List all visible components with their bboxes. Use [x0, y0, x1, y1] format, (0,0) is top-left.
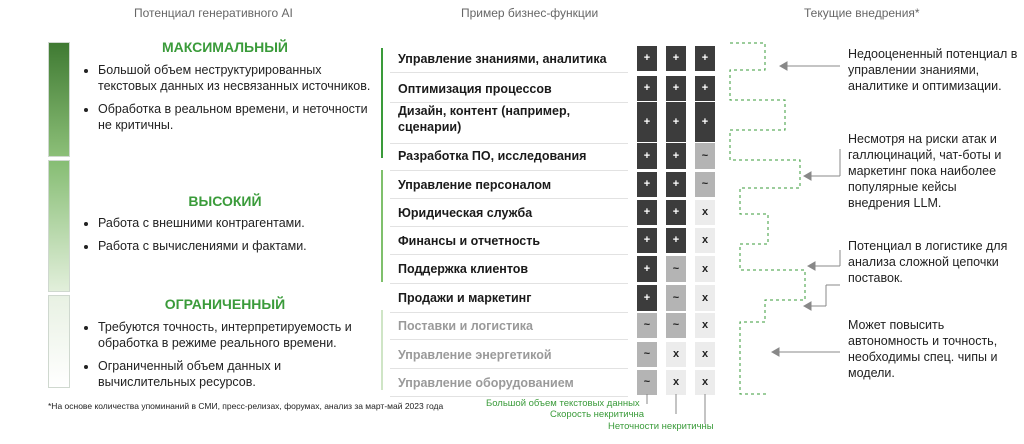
mark-cell: + — [666, 143, 686, 169]
level-title-limited: ОГРАНИЧЕННЫЙ — [164, 296, 286, 312]
mark-cell: + — [695, 102, 715, 142]
function-label: Продажи и маркетинг — [398, 291, 532, 305]
bullet: • Обработка в реальном времени, и неточности не критичны. — [98, 101, 374, 133]
function-label: Юридическая служба — [398, 206, 533, 220]
mark-cell: + — [666, 46, 686, 71]
mark-cell: ~ — [695, 172, 715, 197]
legend-accuracy: Неточности некритичны — [608, 421, 714, 432]
mark-cell: + — [666, 102, 686, 142]
bullet: • Работа с вычислениями и фактами. — [98, 238, 374, 254]
mark-cell: + — [666, 76, 686, 101]
mark-cell: x — [666, 370, 686, 395]
function-label: Управление энергетикой — [398, 348, 552, 362]
mark-cell: x — [695, 285, 715, 311]
mark-cell: x — [695, 256, 715, 282]
bullet: • Требуются точность, интерпретируемость и обработка в режиме реального времени. — [98, 319, 374, 351]
header-potential: Потенциал генеративного AI — [134, 6, 293, 20]
note-autonomy: Может повысить автономность и точность, необходимы спец. чипы и модели. — [848, 318, 998, 380]
function-label: Финансы и отчетность — [398, 234, 541, 248]
function-label: Разработка ПО, исследования — [398, 149, 587, 163]
level-title-high: ВЫСОКИЙ — [188, 193, 262, 209]
mark-cell: + — [666, 228, 686, 253]
mark-cell: ~ — [666, 285, 686, 311]
mark-cell: ~ — [637, 313, 657, 338]
function-label: Поставки и логистика — [398, 319, 534, 333]
mark-cell: + — [666, 172, 686, 197]
note-knowledge: Недооцененный потенциал в управлении знаниями, аналитике и оптимизации. — [848, 47, 1018, 93]
mark-cell: + — [637, 46, 657, 71]
mark-cell: + — [637, 256, 657, 282]
mark-cell: ~ — [695, 143, 715, 169]
header-current: Текущие внедрения* — [804, 6, 920, 20]
header-functions: Пример бизнес-функции — [461, 6, 599, 20]
mark-cell: x — [666, 342, 686, 367]
legend-text-data: Большой объем текстовых данных — [486, 398, 640, 409]
legend-speed: Скорость некритична — [550, 409, 645, 420]
mark-cell: x — [695, 313, 715, 338]
mark-cell: ~ — [666, 256, 686, 282]
mark-cell: + — [695, 76, 715, 101]
mark-cell: + — [637, 172, 657, 197]
mark-cell: + — [637, 143, 657, 169]
function-label: Поддержка клиентов — [398, 262, 529, 276]
mark-cell: x — [695, 342, 715, 367]
function-label: Оптимизация процессов — [398, 82, 552, 96]
mark-cell: + — [637, 285, 657, 311]
bullet: • Ограниченный объем данных и вычислительных ресурсов. — [98, 358, 374, 390]
mark-cell: + — [666, 200, 686, 225]
mark-cell: ~ — [666, 313, 686, 338]
mark-cell: ~ — [637, 370, 657, 395]
function-label: Дизайн, контент (например, сценарии) — [398, 104, 571, 134]
function-label: Управление персоналом — [398, 178, 552, 192]
bullet: • Большой объем неструктурированных текстовых данных из несвязанных источников. — [98, 62, 374, 94]
mark-cell: + — [695, 46, 715, 71]
bullet: • Работа с внешними контрагентами. — [98, 215, 374, 231]
function-label: Управление оборудованием — [398, 376, 574, 390]
mark-cell: + — [637, 228, 657, 253]
mark-cell: x — [695, 200, 715, 225]
mark-cell: ~ — [637, 342, 657, 367]
mark-cell: + — [637, 76, 657, 101]
mark-cell: x — [695, 228, 715, 253]
footnote: *На основе количества упоминаний в СМИ, пресс-релизах, форумах, анализ за март-май 2023 года — [48, 401, 444, 411]
mark-cell: x — [695, 370, 715, 395]
function-label: Управление знаниями, аналитика — [398, 52, 607, 66]
level-title-max: МАКСИМАЛЬНЫЙ — [161, 39, 288, 55]
note-chatbots: Несмотря на риски атак и галлюцинаций, чат-боты и маркетинг пока наиболее популярные кейсы внедрения LLM. — [848, 132, 1002, 210]
note-logistics: Потенциал в логистике для анализа сложной цепочки поставок. — [848, 239, 1008, 285]
mark-cell: + — [637, 200, 657, 225]
mark-cell: + — [637, 102, 657, 142]
